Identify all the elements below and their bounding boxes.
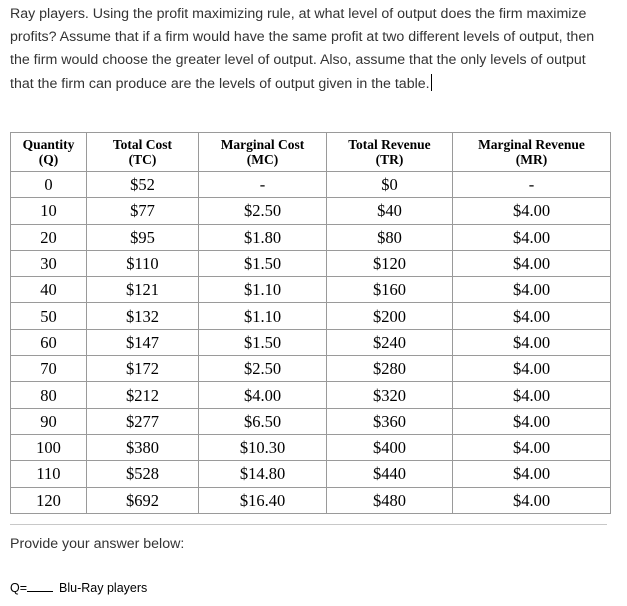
question-text — [10, 3, 610, 96]
table-row — [11, 303, 611, 329]
header-marginal-cost — [199, 133, 327, 172]
header-marginal-cost-line2: (MC) — [246, 152, 279, 167]
cell-total-cost: $52 — [87, 172, 199, 198]
header-quantity — [11, 133, 87, 172]
table-row — [11, 172, 611, 198]
question-body: Ray players. Using the profit maximizing rule, at what level of output does the firm maximize profits? Assume that if a firm would have the same profit at two different levels of output, then the firm would choose the greater level of output. Also, assume that the only levels of output that the firm can produce are the levels of output given in the table. — [10, 6, 595, 92]
header-total-cost-line1: Total Cost — [112, 137, 173, 152]
cell-quantity: 70 — [11, 356, 87, 382]
text-cursor — [431, 74, 432, 91]
cell-total-cost: $95 — [87, 224, 199, 250]
cell-total-cost: $132 — [87, 303, 199, 329]
table-row — [11, 434, 611, 460]
cell-total-revenue: $320 — [327, 382, 453, 408]
header-total-cost — [87, 133, 199, 172]
table-row — [11, 250, 611, 276]
cell-total-cost: $692 — [87, 487, 199, 513]
table-row — [11, 382, 611, 408]
cell-marginal-revenue: $4.00 — [453, 277, 611, 303]
cell-total-revenue: $160 — [327, 277, 453, 303]
cell-marginal-revenue: $4.00 — [453, 434, 611, 460]
answer-blank-field[interactable] — [27, 580, 53, 592]
cell-quantity: 60 — [11, 329, 87, 355]
cell-total-cost: $172 — [87, 356, 199, 382]
cell-marginal-cost: $6.50 — [199, 408, 327, 434]
header-marginal-revenue — [453, 133, 611, 172]
cell-total-cost: $77 — [87, 198, 199, 224]
header-marginal-revenue-line2: (MR) — [515, 152, 548, 167]
answer-suffix: Blu-Ray players — [59, 581, 148, 595]
cell-marginal-cost: $1.50 — [199, 250, 327, 276]
cell-marginal-cost: $4.00 — [199, 382, 327, 408]
cell-total-revenue: $480 — [327, 487, 453, 513]
cell-total-revenue: $360 — [327, 408, 453, 434]
cell-marginal-revenue: $4.00 — [453, 329, 611, 355]
cell-total-cost: $528 — [87, 461, 199, 487]
cell-marginal-revenue: - — [453, 172, 611, 198]
cell-marginal-cost: $1.10 — [199, 277, 327, 303]
cell-marginal-revenue: $4.00 — [453, 356, 611, 382]
cell-quantity: 110 — [11, 461, 87, 487]
cell-marginal-cost: $2.50 — [199, 198, 327, 224]
header-total-revenue-line2: (TR) — [375, 152, 404, 167]
cell-quantity: 30 — [11, 250, 87, 276]
section-divider — [10, 524, 607, 525]
cell-marginal-cost: $2.50 — [199, 356, 327, 382]
table-row — [11, 461, 611, 487]
cell-marginal-revenue: $4.00 — [453, 487, 611, 513]
cell-marginal-cost: $10.30 — [199, 434, 327, 460]
cell-quantity: 100 — [11, 434, 87, 460]
header-total-revenue-line1: Total Revenue — [348, 137, 431, 152]
table-row — [11, 487, 611, 513]
cell-marginal-revenue: $4.00 — [453, 461, 611, 487]
table-header-row — [11, 133, 611, 172]
cell-quantity: 10 — [11, 198, 87, 224]
header-quantity-line2: (Q) — [38, 152, 59, 167]
cell-quantity: 90 — [11, 408, 87, 434]
cell-total-revenue: $240 — [327, 329, 453, 355]
cell-quantity: 120 — [11, 487, 87, 513]
cell-marginal-revenue: $4.00 — [453, 408, 611, 434]
cell-total-revenue: $40 — [327, 198, 453, 224]
cell-total-revenue: $280 — [327, 356, 453, 382]
header-marginal-cost-line1: Marginal Cost — [220, 137, 305, 152]
cell-quantity: 20 — [11, 224, 87, 250]
table-row — [11, 224, 611, 250]
cell-total-revenue: $200 — [327, 303, 453, 329]
header-total-cost-line2: (TC) — [128, 152, 157, 167]
cell-marginal-cost: $1.10 — [199, 303, 327, 329]
cell-quantity: 50 — [11, 303, 87, 329]
cell-total-revenue: $80 — [327, 224, 453, 250]
cell-marginal-cost: $14.80 — [199, 461, 327, 487]
cell-total-cost: $380 — [87, 434, 199, 460]
answer-prompt: Provide your answer below: — [10, 536, 185, 552]
cell-total-cost: $147 — [87, 329, 199, 355]
cost-revenue-table — [10, 132, 611, 514]
cell-quantity: 80 — [11, 382, 87, 408]
cell-marginal-cost: $1.80 — [199, 224, 327, 250]
cell-marginal-revenue: $4.00 — [453, 250, 611, 276]
cell-marginal-revenue: $4.00 — [453, 382, 611, 408]
cell-total-cost: $277 — [87, 408, 199, 434]
cell-marginal-revenue: $4.00 — [453, 303, 611, 329]
cell-marginal-revenue: $4.00 — [453, 198, 611, 224]
cell-marginal-revenue: $4.00 — [453, 224, 611, 250]
table-row — [11, 329, 611, 355]
table-row — [11, 356, 611, 382]
table-row — [11, 277, 611, 303]
header-quantity-line1: Quantity — [22, 137, 75, 152]
cell-total-cost: $212 — [87, 382, 199, 408]
cell-quantity: 40 — [11, 277, 87, 303]
cell-marginal-cost: - — [199, 172, 327, 198]
cell-total-cost: $110 — [87, 250, 199, 276]
cell-quantity: 0 — [11, 172, 87, 198]
cell-total-cost: $121 — [87, 277, 199, 303]
header-total-revenue — [327, 133, 453, 172]
cell-marginal-cost: $16.40 — [199, 487, 327, 513]
answer-row — [10, 580, 147, 595]
header-marginal-revenue-line1: Marginal Revenue — [478, 137, 585, 152]
cell-total-revenue: $120 — [327, 250, 453, 276]
answer-label: Q= — [10, 581, 28, 595]
cell-marginal-cost: $1.50 — [199, 329, 327, 355]
cell-total-revenue: $400 — [327, 434, 453, 460]
table-row — [11, 198, 611, 224]
cell-total-revenue: $440 — [327, 461, 453, 487]
table-row — [11, 408, 611, 434]
cell-total-revenue: $0 — [327, 172, 453, 198]
